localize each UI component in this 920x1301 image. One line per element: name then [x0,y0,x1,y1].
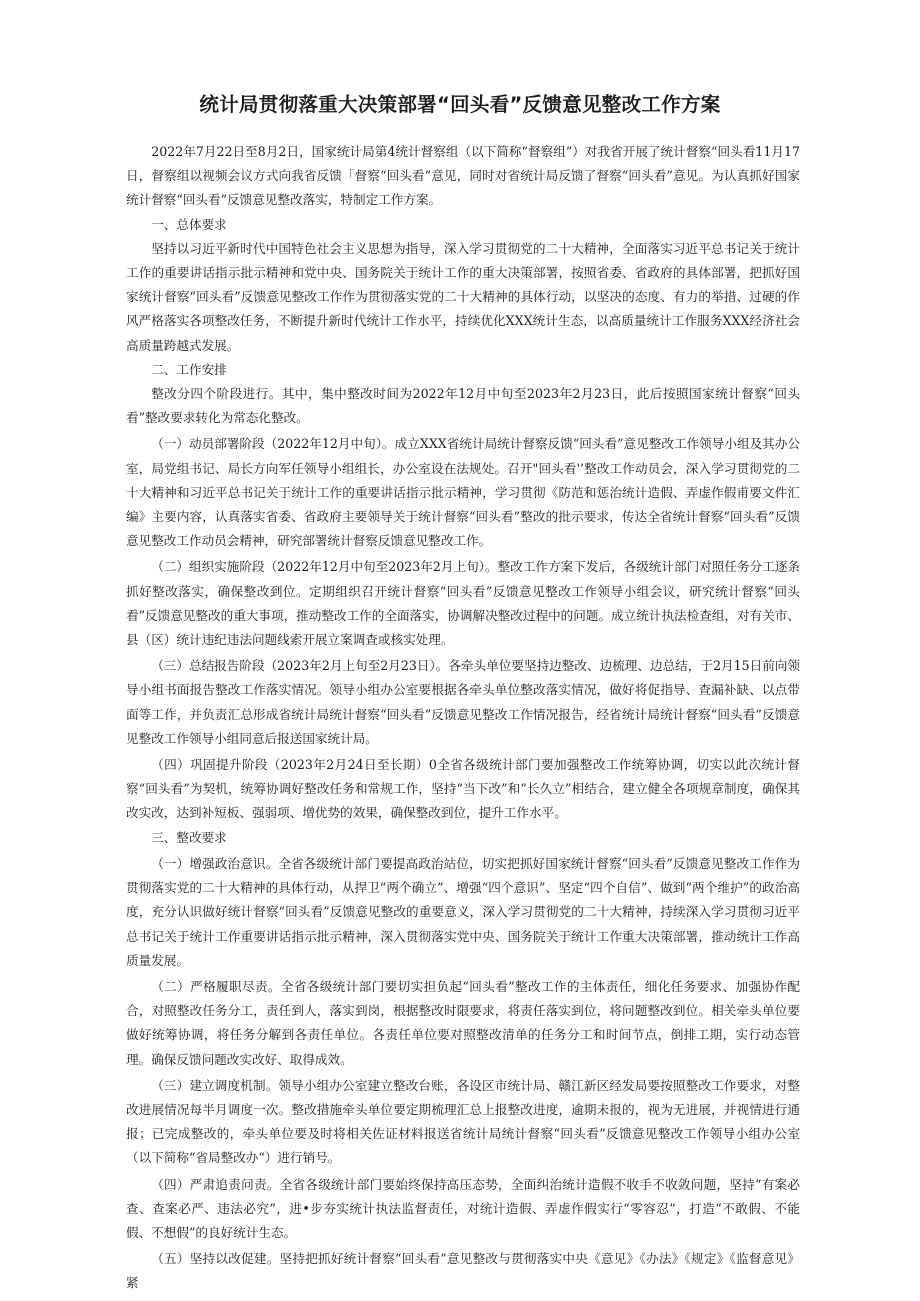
stage-4-paragraph: （四）巩固提升阶段（2023年2月24日至长期）0全省各级统计部门要加强整改工作统筹协调，切实以此次统计督察“回头看”为契机，统筹协调好整改任务和常规工作，坚持“当下改”和“长久立”相结合，建立健全各项规章制度，确保其改实改，达到补短板、强弱项、增优势的效果，确保整改到位，提升工作水平。 [126,757,800,821]
section-heading-arrangement: 二、工作安排 [151,361,227,377]
requirement-5-paragraph: （五）坚持以改促建。坚持把抓好统计督察“回头看”意见整改与贯彻落实中央《意见》《办法》《规定》《监督意见》紧 [126,1251,800,1291]
requirement-4-paragraph: （四）严肃追责问责。全省各级统计部门要始终保持高压态势，全面纠治统计造假不收手不收敛问题，坚持“有案必查、查案必严、违法必究”，进•步夯实统计执法监督责任，对统计造假、弄虚作假实行“零容忍”，打造“不敢假、不能假、不想假”的良好统计生态。 [126,1176,800,1240]
stage-2-paragraph: （二）组织实施阶段（2022年12月中旬至2023年2月上旬）。整改工作方案下发后，各级统计部门对照任务分工逐条抓好整改落实，确保整改到位。定期组织召开统计督察“回头看”反馈意见整改工作领导小组会议，研究统计督察“回头看”反馈意见整改的重大事项，推动整改工作的全面落实，协调解决整改过程中的问题。成立统计执法检查组，对有关市、县（区）统计违纪违法问题线索开展立案调查或核实处理。 [126,559,800,648]
section-heading-requirements: 三、整改要求 [151,829,227,845]
requirement-2-paragraph: （二）严格履职尽责。全省各级统计部门要切实担负起“回头看”整改工作的主体责任，细化任务要求、加强协作配合，对照整改任务分工，责任到人，落实到岗，根据整改时限要求，将责任落实到位，将问题整改到位。相关牵头单位要做好统筹协调，将任务分解到各责任单位。各责任单位要对照整改清单的任务分工和时间节点，倒排工期，实行动态管理。确保反馈问题改实改好、取得成效。 [126,978,800,1067]
stage-3-paragraph: （三）总结报告阶段（2023年2月上旬至2月23日）。各牵头单位要坚持边整改、边梳理、边总结，于2月15日前向领导小组书面报告整改工作落实情况。领导小组办公室要根据各牵头单位整改落实情况，做好将促指导、查漏补缺、以点带面等工作，并负责汇总形成省统计局统计督察“回头看”反馈意见整改工作情况报告，经省统计局统计督察“回头看”反馈意见整改工作领导小组同意后报送国家统计局。 [126,658,800,746]
requirement-1-paragraph: （一）增强政治意识。全省各级统计部门要提高政治站位，切实把抓好国家统计督察“回头看”反馈意见整改工作作为贯彻落实党的二十大精神的具体行动，从捍卫“两个确立”、增强“四个意识”、坚定“四个自信”、做到“两个维护”的政治高度，充分认识做好统计督察“回头看”反馈意见整改的重要意义，深入学习贯彻党的二十大精神，持续深入学习贯彻习近平总书记关于统计工作重要讲话指示批示精神，深入贯彻落实党中央、国务院关于统计工作重大决策部署，推动统计工作高质量发展。 [126,855,800,968]
section-heading-general: 一、总体要求 [151,216,227,232]
requirement-3-paragraph: （三）建立调度机制。领导小组办公室建立整改台账，各设区市统计局、赣江新区经发局要按照整改工作要求，对整改进展情况每半月调度一次。整改措施牵头单位要定期梳理汇总上报整改进度，逾期未报的，视为无进展，并视情进行通报；已完成整改的，牵头单位要及时将相关佐证材料报送省统计局统计督察“回头看”反馈意见整改工作领导小组办公室（以下简称“省局整改办“）进行销号。 [126,1077,800,1166]
arrangement-intro-paragraph: 整改分四个阶段进行。其中，集中整改时间为2022年12月中旬至2023年2月23日，此后按照国家统计督察“回头看”整改要求转化为常态化整改。 [126,386,800,426]
intro-paragraph: 2022年7月22日至8月2日，国家统计局第4统计督察组（以下简称“督察组”）对我省开展了统计督察“回头看11月17日，督察组以视频会议方式向我省反馈「督察“回头看”意见，同时对省统计局反馈了督察“回头看”意见。为认真抓好国家统计督察“回头看”反馈意见整改落实，特制定工作方案。 [126,144,800,208]
stage-1-paragraph: （一）动员部署阶段（2022年12月中旬）。成立XXX省统计局统计督察反馈“回头看”意见整改工作领导小组及其办公室，局党组书记、局长方向军任领导小组组长，办公室设在法规处。召开"回头看'’整改工作动员会，深入学习贯彻党的二十大精神和习近平总书记关于统计工作的重要讲话指示批示精神，学习贯彻《防范和惩治统计造假、弄虚作假甫要文件汇编》主要内容，认真落实省委、省政府主要领导关于统计督察“回头看”整改的批示要求，传达全省统计督察“回头看”反馈意见整改工作动员会精神，研究部署统计督察反馈意见整改工作。 [126,436,800,549]
document-title: 统计局贯彻落重大决策部署“回头看”反馈意见整改工作方案 [199,93,721,116]
general-requirements-paragraph: 坚持以习近平新时代中国特色社会主义思想为指导，深入学习贯彻党的二十大精神，全面落实习近平总书记关于统计工作的重要讲话指示批示精神和党中央、国务院关于统计工作的重大决策部署，按照省委、省政府的具体部署，把抓好国家统计督察“回头看”反馈意见整改工作作为贯彻落实党的二十大精神的具体行动，以坚决的态度、有力的举措、过硬的作风严格落实各项整改任务，不断提升新时代统计工作水平，持续优化XXX统计生态，以高质量统计工作服务XXX经济社会高质量跨越式发展。 [126,240,800,353]
